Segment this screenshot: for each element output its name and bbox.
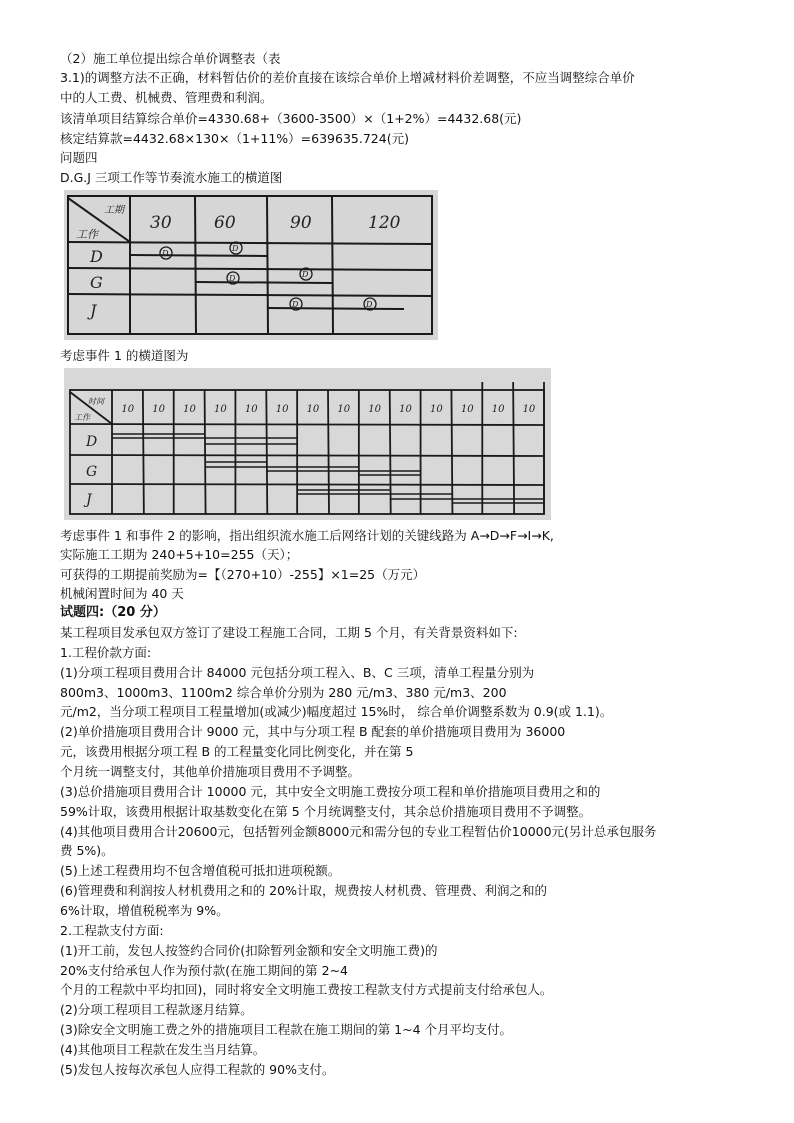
text-line: 元，该费用根据分项工程 B 的工程量变化同比例变化，并在第 5 — [60, 744, 414, 760]
tick-label: 120 — [368, 213, 401, 233]
text-line: 某工程项目发承包双方签订了建设工程施工合同，工期 5 个月，有关背景资料如下: — [60, 625, 518, 640]
corner-bottom-label: 工作 — [74, 413, 90, 422]
text-line: 问题四 — [60, 150, 98, 165]
bar-mark: D — [232, 244, 239, 253]
gantt-chart-photo-1 — [64, 190, 438, 340]
row-label: D — [90, 247, 103, 266]
tick-label: 10 — [121, 404, 135, 415]
bar-g — [195, 282, 332, 283]
text-line: (5)发包人按每次承包人应得工程款的 90%支付。 — [60, 1061, 335, 1077]
text-line: 个月统一调整支付，其他单价措施项目费用不予调整。 — [60, 764, 361, 779]
corner-top-label: 工期 — [104, 205, 124, 216]
tick-label: 10 — [275, 404, 289, 415]
text-line: (4)其他项目工程款在发生当月结算。 — [60, 1041, 266, 1057]
corner-top-label: 时间 — [88, 397, 104, 406]
tick-label: 10 — [337, 404, 351, 415]
text-line: 元/m2，当分项工程项目工程量增加(或减少)幅度超过 15%时， 综合单价调整系数为 0.9(或 1.1)。 — [60, 704, 613, 720]
section-heading: 试题四:（20 分） — [60, 605, 166, 620]
text-line: 核定结算款=4432.68×130×（1+11%）=639635.724(元) — [60, 131, 409, 146]
text-line: 考虑事件 1 和事件 2 的影响，指出组织流水施工后网络计划的关键线路为 A→D→F→I→K, — [60, 528, 554, 543]
tick-label: 10 — [368, 404, 382, 415]
bar-d — [130, 255, 267, 256]
text-line: 该清单项目结算综合单价=4330.68+（3600-3500）×（1+2%）=4432.68(元) — [60, 111, 522, 126]
tick-label: 30 — [150, 213, 172, 233]
row-label: D — [86, 434, 98, 450]
text-line: 800m3、1000m3、1100m2 综合单价分别为 280 元/m3、380 元/m3、200 — [60, 684, 507, 700]
chart-caption: 考虑事件 1 的横道图为 — [60, 348, 189, 363]
text-line: 59%计取，该费用根据计取基数变化在第 5 个月统调整支付，其余总价措施项目费用不予调整。 — [60, 803, 592, 819]
row-label: G — [86, 464, 98, 480]
tick-label: 10 — [306, 404, 320, 415]
tick-label: 10 — [430, 404, 443, 415]
text-line: (3)总价措施项目费用合计 10000 元，其中安全文明施工费按分项工程和单价措施项目费用之和的 — [60, 783, 601, 799]
row-label: G — [90, 273, 103, 292]
text-line: (2)分项工程项目工程款逐月结算。 — [60, 1002, 253, 1018]
tick-label: 10 — [244, 404, 258, 415]
text-line: 3.1)的调整方法不正确，材料暂估价的差价直接在该综合单价上增减材料价差调整，不应当调整综合单价 — [60, 70, 635, 85]
text-line: (3)除安全文明施工费之外的措施项目工程款在施工期间的第 1~4 个月平均支付。 — [60, 1022, 513, 1037]
tick-label: 10 — [214, 404, 227, 415]
tick-label: 60 — [214, 213, 236, 233]
row-label: J — [90, 301, 97, 320]
bar-j — [267, 308, 404, 309]
bar-mark: D — [366, 300, 373, 309]
text-line: 费 5%)。 — [60, 843, 114, 859]
text-line: (2)单价措施项目费用合计 9000 元，其中与分项工程 B 配套的单价措施项目费用为 36000 — [60, 724, 566, 740]
text-line: (1)开工前，发包人按签约合同价(扣除暂列金额和安全文明施工费)的 — [60, 942, 438, 958]
corner-bottom-label: 工作 — [76, 228, 98, 241]
tick-label: 10 — [522, 404, 536, 415]
text-line: 2.工程款支付方面: — [60, 922, 164, 938]
bar-mark: D — [302, 270, 309, 279]
grid-column-line — [451, 390, 452, 514]
tick-label: 90 — [290, 213, 312, 233]
grid-column-line — [390, 390, 391, 514]
tick-label: 10 — [491, 404, 505, 415]
tick-label: 10 — [460, 404, 474, 415]
text-line: （2）施工单位提出综合单价调整表（表 — [60, 51, 281, 66]
bar-mark: D — [162, 249, 169, 258]
text-line: 20%支付给承包人作为预付款(在施工期间的第 2~4 — [60, 962, 349, 978]
chart-caption: D.G.J 三项工作等节奏流水施工的横道图 — [60, 170, 283, 185]
grid-column-line — [143, 390, 144, 514]
gantt-chart-photo-2 — [64, 368, 551, 520]
bar-mark: D — [229, 274, 236, 283]
text-line: (4)其他项目费用合计20600元，包括暂列金额8000元和需分包的专业工程暂估价10000元(另计总承包服务 — [60, 823, 657, 839]
text-line: (5)上述工程费用均不包含增值税可抵扣进项税额。 — [60, 863, 341, 879]
grid-column-line — [266, 390, 267, 514]
text-line: 实际施工工期为 240+5+10=255（天）； — [60, 547, 299, 562]
grid-column-line — [328, 390, 329, 514]
text-line: (1)分项工程项目费用合计 84000 元包括分项工程入、B、C 三项，清单工程量分别为 — [60, 664, 535, 680]
text-line: 可获得的工期提前奖励为=【（270+10）-255】×1=25（万元） — [60, 567, 426, 582]
text-line: 个月的工程款中平均扣回)，同时将安全文明施工费按工程款支付方式提前支付给承包人。 — [60, 982, 553, 998]
grid-column-line — [513, 382, 514, 514]
text-line: 6%计取，增值税税率为 9%。 — [60, 902, 229, 918]
text-line: (6)管理费和利润按人材机费用之和的 20%计取，规费按人材机费、管理费、利润之和的 — [60, 883, 547, 898]
grid-column-line — [205, 390, 206, 514]
tick-label: 10 — [399, 404, 412, 415]
text-line: 机械闲置时间为 40 天 — [60, 586, 184, 601]
bar-mark: D — [292, 300, 299, 309]
tick-label: 10 — [183, 404, 196, 415]
text-line: 1.工程价款方面: — [60, 644, 152, 660]
tick-label: 10 — [152, 404, 166, 415]
text-line: 中的人工费、机械费、管理费和利润。 — [60, 90, 273, 105]
row-label: J — [86, 492, 92, 508]
